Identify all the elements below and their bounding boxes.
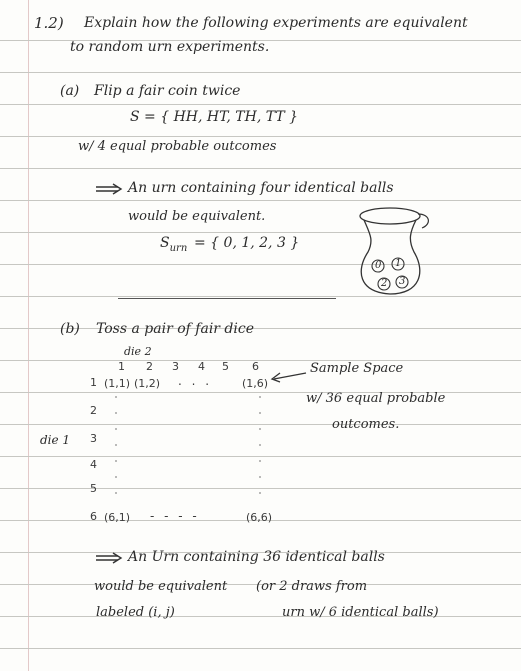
outcome-cell: (6,1)	[104, 511, 131, 524]
row-header: 5	[90, 482, 97, 495]
part-a-implies-line2: would be equivalent.	[128, 209, 266, 224]
dash-ellipsis: - - - -	[150, 509, 200, 523]
part-b-outcomes-line1: w/ 36 equal probable	[306, 391, 446, 406]
outcome-cell: (1,6)	[242, 377, 269, 390]
urn-ball-label: 2	[381, 278, 388, 289]
part-a-label: (a)	[60, 83, 80, 99]
section-divider	[118, 298, 336, 299]
urn-ball-label: 0	[375, 260, 382, 271]
column-header: 3	[172, 360, 179, 373]
part-b-implies-line3: labeled (i, j)	[96, 605, 175, 620]
part-a-sample-space: S = { HH, HT, TH, TT }	[130, 109, 299, 125]
margin-line	[28, 0, 29, 671]
urn-space-s: S	[160, 235, 170, 251]
part-b-outcomes-line2: outcomes.	[332, 417, 400, 432]
ruled-line	[0, 264, 521, 265]
implies-arrow-icon	[94, 552, 124, 564]
part-b-statement: Toss a pair of fair dice	[96, 321, 254, 337]
row-header: 6	[90, 510, 97, 523]
part-b-implies-line2: would be equivalent	[94, 579, 228, 594]
part-a-statement: Flip a fair coin twice	[94, 83, 241, 99]
urn-icon	[350, 200, 440, 300]
ruled-line	[0, 296, 521, 297]
ruled-line	[0, 648, 521, 649]
problem-title-line1: Explain how the following experiments are equivalent	[84, 15, 468, 31]
part-a-implies-line1: An urn containing four identical balls	[128, 180, 394, 196]
part-b-label: (b)	[60, 321, 80, 337]
left-arrow-icon	[268, 367, 308, 383]
column-header: 1	[118, 360, 125, 373]
ruled-line	[0, 168, 521, 169]
row-header: 1	[90, 376, 97, 389]
column-header: 2	[146, 360, 153, 373]
row-header: 2	[90, 404, 97, 417]
row-header: 4	[90, 458, 97, 471]
problem-number: 1.2)	[34, 14, 64, 32]
ruled-line	[0, 360, 521, 361]
ruled-line	[0, 104, 521, 105]
outcome-cell: (1,2)	[134, 377, 161, 390]
ruled-line	[0, 232, 521, 233]
urn-sample-space-set: = { 0, 1, 2, 3 }	[194, 235, 300, 251]
column-header: 4	[198, 360, 205, 373]
part-b-alt-line2: urn w/ 6 identical balls)	[282, 605, 439, 620]
ruled-line	[0, 200, 521, 201]
table-guide-lines	[112, 392, 272, 508]
outcome-cell: (1,1)	[104, 377, 131, 390]
urn-space-subscript: urn	[169, 242, 188, 254]
column-header: 5	[222, 360, 229, 373]
ruled-line	[0, 72, 521, 73]
problem-title-line2: to random urn experiments.	[70, 39, 270, 55]
part-a-outcomes-note: w/ 4 equal probable outcomes	[78, 139, 277, 154]
die1-label: die 1	[40, 433, 71, 447]
ruled-line	[0, 136, 521, 137]
die2-label: die 2	[124, 345, 152, 358]
urn-ball-label: 1	[395, 258, 402, 269]
part-b-implies-line1: An Urn containing 36 identical balls	[128, 549, 385, 565]
urn-sample-space-symbol	[160, 236, 187, 254]
row-header: 3	[90, 432, 97, 445]
column-header: 6	[252, 360, 259, 373]
outcome-cell: (6,6)	[246, 511, 273, 524]
ellipsis: . . .	[178, 374, 213, 388]
implies-arrow-icon	[94, 183, 124, 195]
ruled-line	[0, 616, 521, 617]
part-b-alt-line1: (or 2 draws from	[256, 579, 368, 594]
urn-ball-label: 3	[399, 276, 406, 287]
sample-space-note: Sample Space	[310, 361, 404, 376]
